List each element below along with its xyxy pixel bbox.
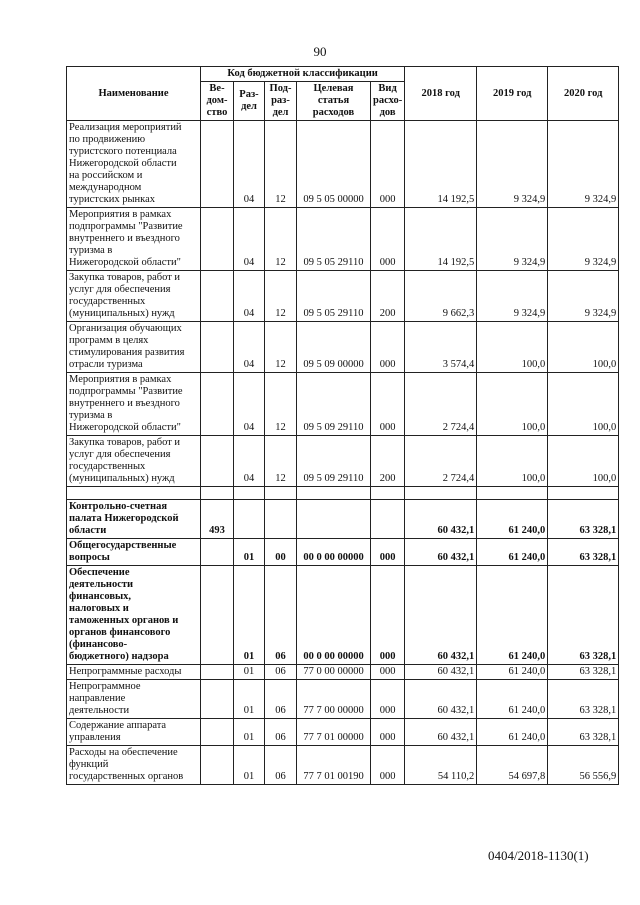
cell-podrazdel: 12 — [265, 373, 297, 436]
cell-year-2020: 63 328,1 — [548, 539, 619, 566]
cell-vedomstvo — [201, 322, 234, 373]
header-podrazdel: Под- раз- дел — [265, 82, 297, 121]
cell-podrazdel: 12 — [265, 322, 297, 373]
cell-year-2019: 61 240,0 — [477, 539, 548, 566]
cell-year-2018: 60 432,1 — [405, 719, 477, 746]
cell-year-2019: 61 240,0 — [477, 680, 548, 719]
cell-razdel: 04 — [234, 322, 265, 373]
cell-year-2020: 63 328,1 — [548, 566, 619, 665]
cell-expense-type: 000 — [371, 373, 405, 436]
cell-expense-type: 000 — [371, 539, 405, 566]
cell-year-2019: 100,0 — [477, 322, 548, 373]
cell-expense-type: 200 — [371, 436, 405, 487]
cell-expense-type — [371, 500, 405, 539]
cell-name: Непрограммные расходы — [67, 665, 201, 680]
empty-cell — [201, 487, 234, 500]
empty-cell — [297, 487, 371, 500]
table-row — [67, 719, 619, 746]
cell-year-2018: 14 192,5 — [405, 208, 477, 271]
cell-year-2018: 54 110,2 — [405, 746, 477, 785]
cell-target-article: 00 0 00 00000 — [297, 566, 371, 665]
document-code: 0404/2018-1130(1) — [488, 848, 589, 863]
cell-razdel: 01 — [234, 680, 265, 719]
cell-year-2018: 9 662,3 — [405, 271, 477, 322]
header-razdel: Раз- дел — [234, 82, 265, 121]
cell-year-2018: 2 724,4 — [405, 373, 477, 436]
table-row — [67, 322, 619, 373]
empty-cell — [67, 487, 201, 500]
cell-expense-type: 200 — [371, 271, 405, 322]
cell-name: Контрольно-счетная палата Нижегородской области — [67, 500, 201, 539]
table-row — [67, 665, 619, 680]
cell-vedomstvo — [201, 539, 234, 566]
empty-cell — [265, 487, 297, 500]
cell-year-2019: 100,0 — [477, 436, 548, 487]
cell-name: Мероприятия в рамках подпрограммы "Развитие внутреннего и въездного туризма в Нижегородской области" — [67, 373, 201, 436]
table-row — [67, 680, 619, 719]
cell-target-article: 77 0 00 00000 — [297, 665, 371, 680]
cell-expense-type: 000 — [371, 665, 405, 680]
cell-razdel: 01 — [234, 746, 265, 785]
table-row — [67, 746, 619, 785]
table-row — [67, 373, 619, 436]
cell-razdel: 04 — [234, 436, 265, 487]
cell-year-2020: 63 328,1 — [548, 500, 619, 539]
table-row — [67, 121, 619, 208]
cell-year-2020: 56 556,9 — [548, 746, 619, 785]
cell-year-2019: 61 240,0 — [477, 665, 548, 680]
cell-year-2019: 61 240,0 — [477, 566, 548, 665]
table-row — [67, 539, 619, 566]
cell-vedomstvo — [201, 436, 234, 487]
cell-podrazdel: 12 — [265, 436, 297, 487]
cell-vedomstvo — [201, 208, 234, 271]
cell-razdel: 01 — [234, 719, 265, 746]
cell-year-2019: 61 240,0 — [477, 719, 548, 746]
cell-target-article: 09 5 09 29110 — [297, 436, 371, 487]
cell-year-2020: 63 328,1 — [548, 719, 619, 746]
cell-target-article: 09 5 05 00000 — [297, 121, 371, 208]
cell-year-2020: 9 324,9 — [548, 121, 619, 208]
cell-razdel: 04 — [234, 208, 265, 271]
cell-target-article: 77 7 00 00000 — [297, 680, 371, 719]
cell-year-2020: 63 328,1 — [548, 680, 619, 719]
cell-podrazdel: 12 — [265, 208, 297, 271]
cell-vedomstvo — [201, 746, 234, 785]
cell-target-article: 00 0 00 00000 — [297, 539, 371, 566]
table-row — [67, 436, 619, 487]
cell-podrazdel: 06 — [265, 680, 297, 719]
cell-year-2019: 9 324,9 — [477, 208, 548, 271]
table-row — [67, 487, 619, 500]
page-number: 90 — [313, 44, 327, 59]
cell-target-article: 09 5 09 00000 — [297, 322, 371, 373]
cell-expense-type: 000 — [371, 121, 405, 208]
cell-podrazdel: 06 — [265, 719, 297, 746]
cell-year-2019: 54 697,8 — [477, 746, 548, 785]
cell-year-2019: 61 240,0 — [477, 500, 548, 539]
cell-podrazdel — [265, 500, 297, 539]
cell-target-article: 77 7 01 00000 — [297, 719, 371, 746]
cell-year-2018: 60 432,1 — [405, 665, 477, 680]
header-name: Наименование — [67, 67, 201, 121]
cell-year-2018: 14 192,5 — [405, 121, 477, 208]
cell-name: Закупка товаров, работ и услуг для обеспечения государственных (муниципальных) нужд — [67, 436, 201, 487]
cell-year-2020: 100,0 — [548, 373, 619, 436]
cell-target-article: 09 5 09 29110 — [297, 373, 371, 436]
empty-cell — [405, 487, 477, 500]
table-row — [67, 500, 619, 539]
cell-year-2018: 60 432,1 — [405, 539, 477, 566]
empty-cell — [371, 487, 405, 500]
header-target-article: Целевая статья расходов — [297, 82, 371, 121]
cell-expense-type: 000 — [371, 746, 405, 785]
cell-target-article: 09 5 05 29110 — [297, 208, 371, 271]
cell-podrazdel: 06 — [265, 566, 297, 665]
cell-razdel: 01 — [234, 665, 265, 680]
cell-vedomstvo — [201, 121, 234, 208]
table-row — [67, 208, 619, 271]
cell-name: Обеспечение деятельности финансовых, налоговых и таможенных органов и органов финансового (финансово- бюджетного) надзора — [67, 566, 201, 665]
cell-target-article — [297, 500, 371, 539]
cell-razdel — [234, 500, 265, 539]
cell-name: Закупка товаров, работ и услуг для обеспечения государственных (муниципальных) нужд — [67, 271, 201, 322]
cell-razdel: 01 — [234, 566, 265, 665]
cell-name: Содержание аппарата управления — [67, 719, 201, 746]
cell-name: Общегосударственные вопросы — [67, 539, 201, 566]
cell-vedomstvo — [201, 719, 234, 746]
table-row — [67, 566, 619, 665]
table-row — [67, 271, 619, 322]
cell-podrazdel: 06 — [265, 665, 297, 680]
cell-year-2018: 60 432,1 — [405, 566, 477, 665]
cell-vedomstvo — [201, 373, 234, 436]
cell-expense-type: 000 — [371, 680, 405, 719]
header-classification: Код бюджетной классификации — [201, 67, 405, 82]
empty-cell — [234, 487, 265, 500]
cell-expense-type: 000 — [371, 566, 405, 665]
cell-year-2018: 3 574,4 — [405, 322, 477, 373]
cell-podrazdel: 12 — [265, 121, 297, 208]
cell-razdel: 04 — [234, 121, 265, 208]
cell-podrazdel: 06 — [265, 746, 297, 785]
cell-vedomstvo — [201, 680, 234, 719]
cell-vedomstvo: 493 — [201, 500, 234, 539]
header-year-2020: 2020 год — [548, 67, 619, 121]
cell-year-2020: 9 324,9 — [548, 271, 619, 322]
cell-expense-type: 000 — [371, 208, 405, 271]
cell-name: Организация обучающих программ в целях стимулирования развития отрасли туризма — [67, 322, 201, 373]
cell-expense-type: 000 — [371, 719, 405, 746]
budget-table-body — [67, 121, 619, 785]
cell-year-2018: 2 724,4 — [405, 436, 477, 487]
cell-razdel: 01 — [234, 539, 265, 566]
empty-cell — [477, 487, 548, 500]
cell-razdel: 04 — [234, 373, 265, 436]
cell-target-article: 09 5 05 29110 — [297, 271, 371, 322]
cell-year-2020: 9 324,9 — [548, 208, 619, 271]
cell-razdel: 04 — [234, 271, 265, 322]
cell-expense-type: 000 — [371, 322, 405, 373]
cell-vedomstvo — [201, 665, 234, 680]
cell-podrazdel: 00 — [265, 539, 297, 566]
cell-year-2018: 60 432,1 — [405, 680, 477, 719]
header-year-2019: 2019 год — [477, 67, 548, 121]
cell-year-2019: 9 324,9 — [477, 271, 548, 322]
cell-year-2020: 100,0 — [548, 322, 619, 373]
cell-year-2018: 60 432,1 — [405, 500, 477, 539]
cell-name: Реализация мероприятий по продвижению туристского потенциала Нижегородской области на российском и международном туристских рынках — [67, 121, 201, 208]
header-year-2018: 2018 год — [405, 67, 477, 121]
header-expense-type: Вид расхо- дов — [371, 82, 405, 121]
cell-podrazdel: 12 — [265, 271, 297, 322]
cell-vedomstvo — [201, 271, 234, 322]
cell-target-article: 77 7 01 00190 — [297, 746, 371, 785]
header-vedomstvo: Ве- дом- ство — [201, 82, 234, 121]
budget-table — [66, 66, 619, 785]
cell-name: Непрограммное направление деятельности — [67, 680, 201, 719]
cell-name: Расходы на обеспечение функций государственных органов — [67, 746, 201, 785]
cell-vedomstvo — [201, 566, 234, 665]
cell-year-2020: 100,0 — [548, 436, 619, 487]
cell-year-2019: 9 324,9 — [477, 121, 548, 208]
cell-name: Мероприятия в рамках подпрограммы "Развитие внутреннего и въездного туризма в Нижегородской области" — [67, 208, 201, 271]
cell-year-2020: 63 328,1 — [548, 665, 619, 680]
empty-cell — [548, 487, 619, 500]
cell-year-2019: 100,0 — [477, 373, 548, 436]
